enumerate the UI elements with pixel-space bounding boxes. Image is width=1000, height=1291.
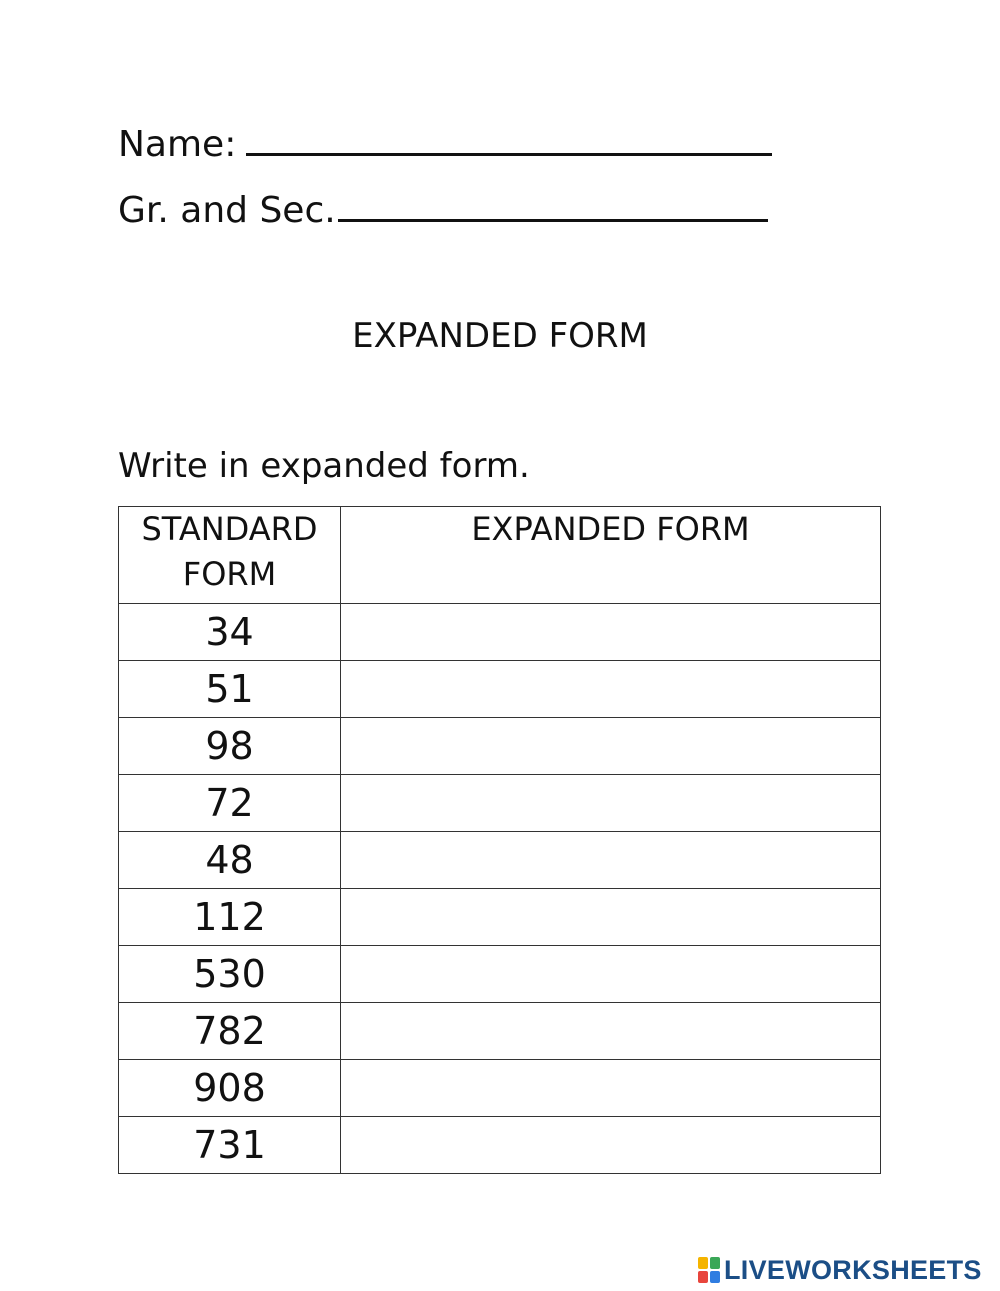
logo-square [710,1271,720,1283]
column-header-standard-form: STANDARD FORM [119,507,341,604]
expanded-form-answer-cell[interactable] [341,1117,881,1174]
table-row [119,1003,881,1060]
standard-form-cell: 48 [119,832,341,889]
liveworksheets-logo-icon [698,1257,720,1283]
expanded-form-answer-cell[interactable] [341,946,881,1003]
name-field [118,121,772,167]
grade-section-blank[interactable] [338,187,768,222]
table-row [119,775,881,832]
standard-form-cell: 34 [119,604,341,661]
grade-section-field [118,187,768,233]
expanded-form-answer-cell[interactable] [341,604,881,661]
grade-section-label: Gr. and Sec. [118,190,336,231]
expanded-form-answer-cell[interactable] [341,889,881,946]
table-header-row [119,507,881,604]
logo-square [710,1257,720,1269]
table-row [119,889,881,946]
expanded-form-answer-cell[interactable] [341,1060,881,1117]
expanded-form-answer-cell[interactable] [341,661,881,718]
table-row [119,1117,881,1174]
name-blank[interactable] [246,121,772,156]
standard-form-cell: 98 [119,718,341,775]
liveworksheets-logo [698,1255,982,1285]
expanded-form-answer-cell[interactable] [341,718,881,775]
table-row [119,1060,881,1117]
standard-form-cell: 782 [119,1003,341,1060]
expanded-form-answer-cell[interactable] [341,832,881,889]
standard-form-cell: 908 [119,1060,341,1117]
standard-form-cell: 51 [119,661,341,718]
table-row [119,661,881,718]
logo-text: LIVEWORKSHEETS [724,1254,982,1285]
standard-form-cell: 731 [119,1117,341,1174]
standard-form-cell: 112 [119,889,341,946]
table-row [119,832,881,889]
logo-square [698,1271,708,1283]
table-row [119,718,881,775]
column-header-expanded-form: EXPANDED FORM [341,507,881,604]
expanded-form-answer-cell[interactable] [341,1003,881,1060]
table-row [119,946,881,1003]
expanded-form-table [118,506,881,1174]
expanded-form-answer-cell[interactable] [341,775,881,832]
logo-square [698,1257,708,1269]
standard-form-cell: 72 [119,775,341,832]
table-row [119,604,881,661]
name-label: Name: [118,124,237,165]
instruction-text: Write in expanded form. [118,446,530,486]
standard-form-cell: 530 [119,946,341,1003]
worksheet-title: EXPANDED FORM [352,316,648,356]
